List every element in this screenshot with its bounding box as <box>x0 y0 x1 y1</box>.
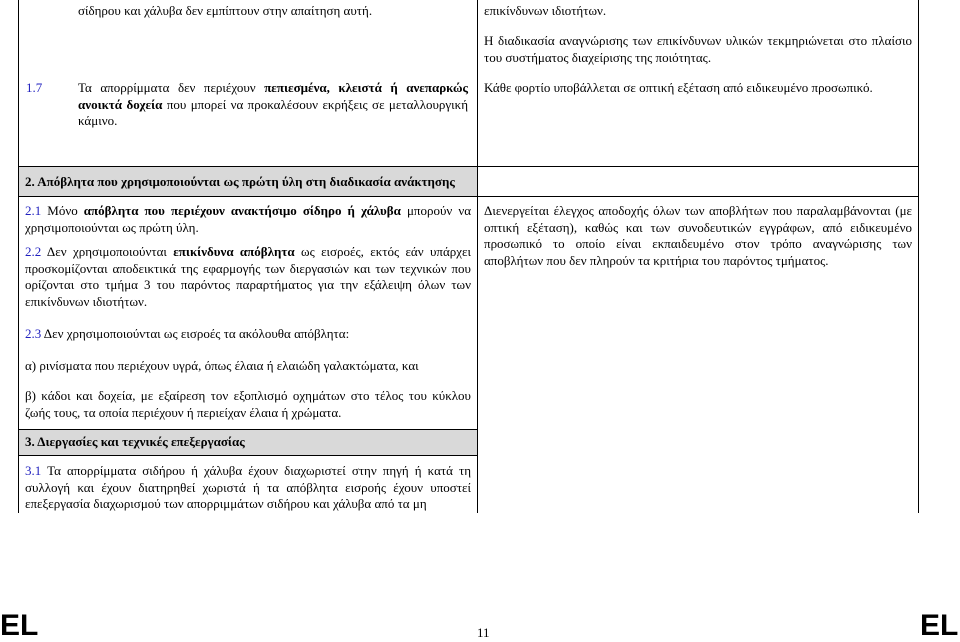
item-3-1-text: Τα απορρίμματα σιδήρου ή χάλυβα έχουν διαχωριστεί στην πηγή ή κατά τη συλλογή και έχουν διατηρηθεί χωριστά ή τα απόβλητα εισροής έχουν υποστεί επεξεργασία διαχωρισμού των απορριμμάτων σιδήρου και χάλυβα από τα μη <box>25 463 471 511</box>
row-divider-4 <box>18 455 478 456</box>
item-1-7-number <box>26 80 42 97</box>
row1-right-tail: επικίνδυνων ιδιοτήτων. <box>484 3 607 18</box>
item-1-7-text <box>78 80 468 130</box>
item-2-1 <box>25 203 471 236</box>
footer-language-left: EL <box>0 609 39 642</box>
item-3-1-num: 3.1 <box>25 463 42 478</box>
item-2-1-post: μπορούν να χρησιμοποιούνται ως πρώτη ύλη. <box>25 203 472 235</box>
section-2-heading: 2. Απόβλητα που χρησιμοποιούνται ως πρώτη ύλη στη διαδικασία ανάκτησης <box>25 174 455 189</box>
item-1-7-pre: Τα απορρίμματα δεν περιέχουν <box>78 80 256 95</box>
table-right-border <box>918 0 919 513</box>
item-2-3-a: α) ρινίσματα που περιέχουν υγρά, όπως έλαια ή ελαιώδη γαλακτώματα, και <box>25 358 419 373</box>
item-2-1-num: 2.1 <box>25 203 42 218</box>
table-left-border <box>18 0 19 513</box>
item-2-3-b: β) κάδοι και δοχεία, με εξαίρεση τον εξοπλισμό οχημάτων στο τέλος του κύκλου ζωής τους, τα οποία περιέχουν ή περιείχαν έλαια ή χρώματα. <box>25 388 471 420</box>
item-1-7-num: 1.7 <box>26 80 43 95</box>
item-1-7-bold: πεπιεσμένα, κλειστά ή ανεπαρκώς ανοικτά δοχεία <box>78 80 469 112</box>
table-middle-border <box>477 0 478 513</box>
row1-right-paragraph: Η διαδικασία αναγνώρισης των επικίνδυνων υλικών τεκμηριώνεται στο πλαίσιο του συστήματος διαχείρισης της ποιότητας. <box>484 33 912 65</box>
item-2-3 <box>25 326 471 343</box>
row-divider-3 <box>18 429 478 430</box>
item-2-3-num: 2.3 <box>25 326 42 341</box>
footer-language-right: EL <box>920 609 959 642</box>
section-3-num: 3. <box>25 434 35 449</box>
item-3-1 <box>25 463 471 513</box>
section-3-heading <box>25 434 475 450</box>
item-2-3-text: Δεν χρησιμοποιούνται ως εισροές τα ακόλουθα απόβλητα: <box>43 326 350 341</box>
item-1-7-verification: Κάθε φορτίο υποβάλλεται σε οπτική εξέταση από ειδικευμένο προσωπικό. <box>484 80 873 95</box>
row-divider-1 <box>18 166 919 167</box>
item-2-2-num: 2.2 <box>25 244 42 259</box>
section-2-verification: Διενεργείται έλεγχος αποδοχής όλων των αποβλήτων που παραλαμβάνονται (με οπτική εξέταση), καθώς και των συνοδευτικών εγγράφων, από ειδικευμένο προσωπικό το οποίο είναι εκπαιδευμένο στον τρόπο αναγνώρισης των αποβλήτων που δεν πληρούν τα κριτήρια του παρόντος τμήματος. <box>484 203 912 268</box>
item-1-7-post: που μπορεί να προκαλέσουν εκρήξεις σε μεταλλουργική κάμινο. <box>78 96 469 128</box>
item-2-2-pre: Δεν χρησιμοποιούνται <box>46 244 167 259</box>
item-2-1-pre: Μόνο <box>47 203 78 218</box>
item-2-2-bold: επικίνδυνα απόβλητα <box>173 244 295 259</box>
item-2-1-bold: απόβλητα που περιέχουν ανακτήσιμο σίδηρο ή χάλυβα <box>83 203 401 218</box>
item-2-2 <box>25 244 471 310</box>
row-divider-2 <box>18 196 919 197</box>
row1-left-text: σίδηρου και χάλυβα δεν εμπίπτουν στην απαίτηση αυτή. <box>78 3 373 18</box>
section-3-title: Διεργασίες και τεχνικές επεξεργασίας <box>37 434 245 449</box>
item-2-2-post: ως εισροές, εκτός εάν υπάρχει προσκομίζονται αποδεικτικά της εφαρμογής των διεργασιών και των τεχνικών που ορίζονται στο τμήμα 3 του παρόντος παραρτήματος για την εξάλειψη όλων των επικίνδυνων ιδιοτήτων. <box>25 244 472 309</box>
page-number: 11 <box>477 625 490 640</box>
